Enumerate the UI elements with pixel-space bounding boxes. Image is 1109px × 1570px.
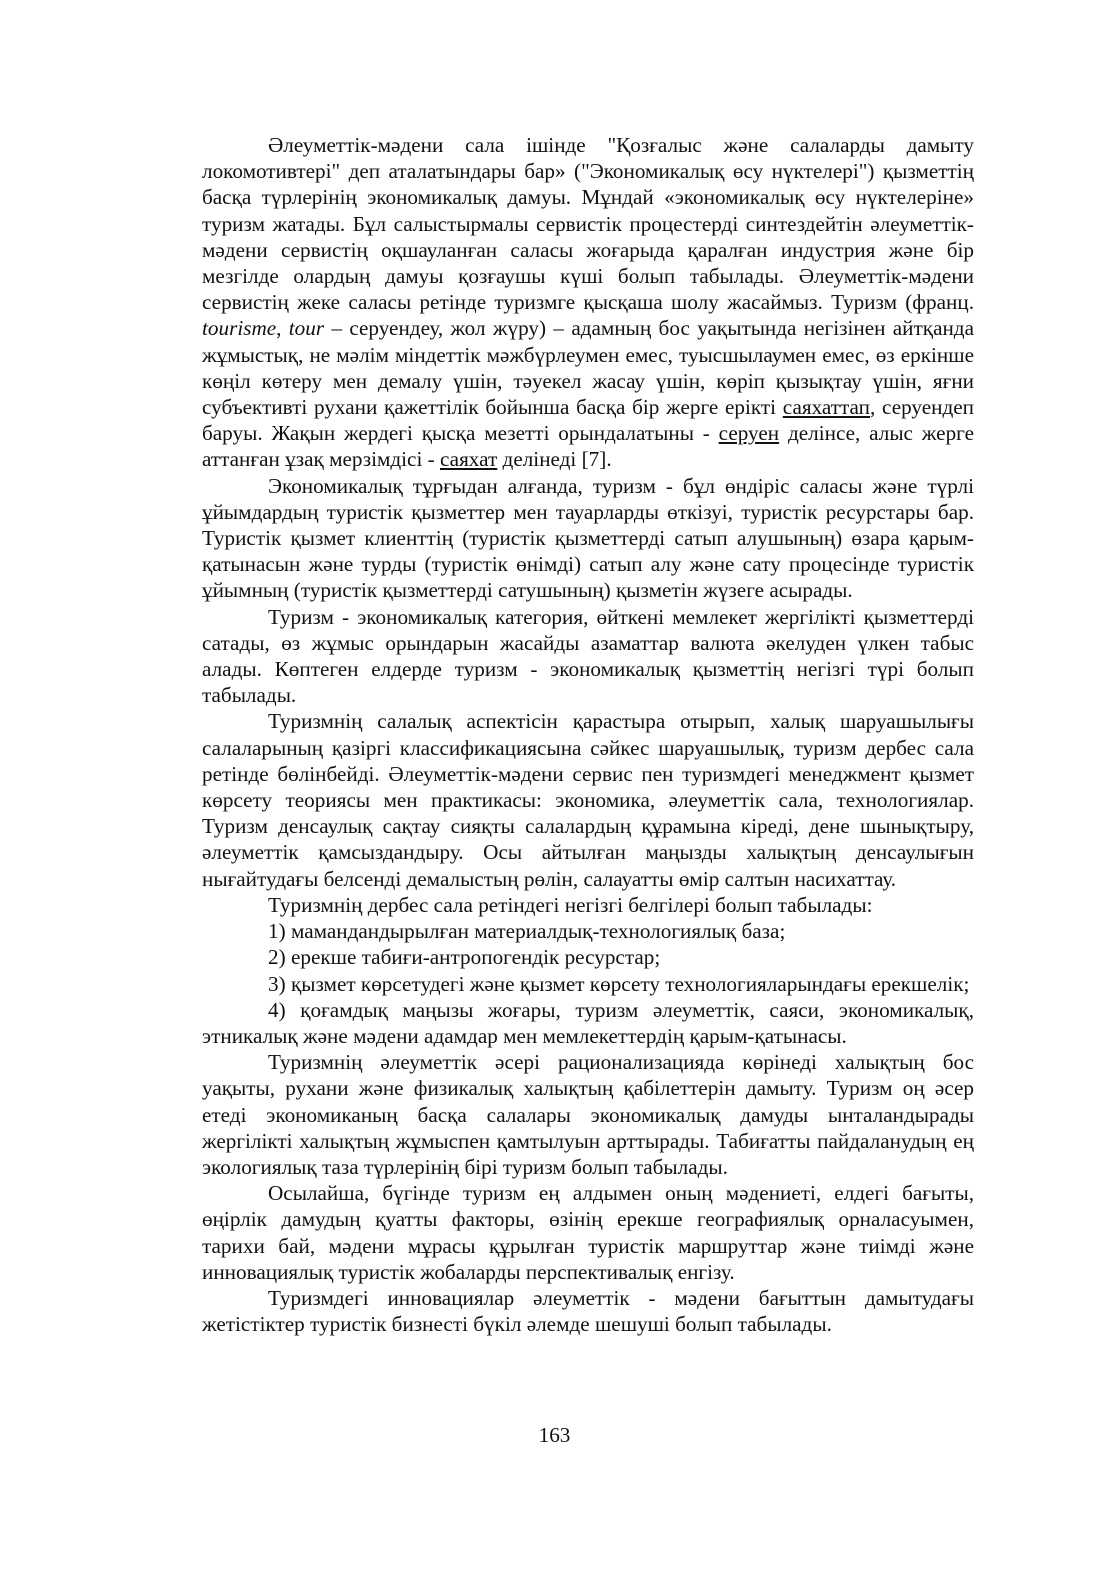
- paragraph-conclusion: Осылайша, бүгінде туризм ең алдымен оның мәдениеті, елдегі бағыты, өңірлік дамудың қуатты факторы, өзінің ерекше географиялық орналасуымен, тарихи бай, мәдени мұрасы құрылған туристік маршруттар және тиімді және инновациялық туристік жобаларды перспективалық енгізу.: [202, 1181, 974, 1284]
- italic-term-tourisme: tourisme: [202, 316, 277, 341]
- list-item-4: 4) қоғамдық маңызы жоғары, туризм әлеуметтік, саяси, экономикалық, этникалық және мәдени адамдар мен мемлекеттердің қарым-қатынасы.: [202, 997, 974, 1048]
- text-run: , серуендеп баруы. Жақын жердегі қысқа мезетті орындалатыны -: [202, 395, 974, 446]
- text-run: делінсе, алыс жерге аттанған ұзақ мерзімдісі -: [202, 421, 974, 472]
- text-run: ,: [276, 316, 289, 341]
- list-item-1: 1) мамандандырылған материалдық-технологиялық база;: [268, 919, 786, 944]
- paragraph-innovations: Туризмдегі инновациялар әлеуметтік - мәдени бағыттын дамытудағы жетістіктер туристік бизнесті бүкіл әлемде шешуші болып табылады.: [202, 1285, 974, 1337]
- text-run: Әлеуметтік-мәдени сала ішінде "Қозғалыс және салаларды дамыту локомотивтері" деп аталатындары бар» ("Экономикалық өсу нүктелері") қызметтің басқа түрлерінің экономикалық дамуы. Мұндай «экономикалық өсу нүктелеріне» туризм жатады. Бұл салыстырмалы сервистік процестерді синтездейтін әлеуметтік-мәдени сервистің оқшауланған саласы жоғарыда қаралған индустрия және бір мезгілде олардың дамуы қозғаушы күші болып табылады. Әлеуметтік-мәдени сервистің жеке саласы ретінде туризмге қысқаша шолу жасаймыз. Туризм (франц.: [202, 133, 974, 315]
- document-body: [202, 132, 974, 1337]
- link-seruen[interactable]: серуен: [718, 421, 780, 446]
- list-item-2: 2) ерекше табиғи-антропогендік ресурстар;: [268, 945, 661, 970]
- page-number: 163: [538, 1423, 571, 1447]
- italic-term-tour: tour: [288, 316, 325, 341]
- paragraph-economic-view: Экономикалық тұрғыдан алғанда, туризм - бұл өндіріс саласы және түрлі ұйымдардың туристік қызметтер мен тауарларды өткізуі, туристік ресурстары бар. Туристік қызмет клиенттің (туристік қызметтерді сатып алушының) өзара қарым-қатынасын және турды (туристік өнімді) сатып алу және сату процесінде туристік ұйымның (туристік қызметтерді сатушының) қызметін жүзеге асырады.: [202, 473, 974, 603]
- paragraph-economic-category: Туризм - экономикалық категория, өйткені мемлекет жергілікті қызметтерді сатады, өз жұмыс орындарын жасайды азаматтар валюта әкелуден үлкен табыс алады. Көптеген елдерде туризм - экономикалық қызметтің негізгі түрі болып табылады.: [202, 604, 974, 708]
- paragraph-social-effect: Туризмнің әлеуметтік әсері рационализацияда көрінеді халықтың бос уақыты, рухани және физикалық халықтың қабілеттерін дамыту. Туризм оң әсер етеді экономиканың басқа салалары экономикалық дамуды ынталандырады жергілікті халықтың жұмыспен қамтылуын арттырады. Табиғатты пайдаланудың ең экологиялық таза түрлерінің бірі туризм болып табылады.: [202, 1050, 974, 1179]
- paragraph-tourism-definition: [202, 132, 974, 473]
- text-run: – серуендеу, жол жүру) – адамның бос уақытында негізінен айтқанда жұмыстық, не мәлім міндеттік мәжбүрлеумен емес, туысшылаумен емес, өз еркінше көңіл көтеру мен демалу үшін, тәуекел жасау үшін, көріп қызықтау үшін, яғни субъективті рухани қажеттілік бойынша басқа бір жерге ерікті: [202, 316, 974, 420]
- link-sayakhat[interactable]: саяхат: [440, 447, 498, 472]
- paragraph-sector-aspect: Туризмнің салалық аспектісін қарастыра отырып, халық шаруашылығы салаларының қазіргі классификациясына сәйкес шаруашылық, туризм дербес сала ретінде бөлінбейді. Әлеуметтік-мәдени сервис пен туризмдегі менеджмент қызмет көрсету теориясы мен практикасы: экономика, әлеуметтік сала, технологиялар. Туризм денсаулық сақтау сияқты салалардың құрамына кіреді, дене шынықтыру, әлеуметтік қамсыздандыру. Осы айтылған маңызды халықтың денсаулығын нығайтудағы белсенді демалыстың рөлін, салауатты өмір салтын насихаттау.: [202, 709, 974, 891]
- list-item-3: 3) қызмет көрсетудегі және қызмет көрсету технологияларындағы ерекшелік;: [268, 971, 970, 996]
- paragraph-features-intro: Туризмнің дербес сала ретіндегі негізгі белгілері болып табылады:: [268, 892, 873, 917]
- text-run: делінеді [7].: [497, 447, 612, 472]
- link-sayakhattap[interactable]: саяхаттап: [782, 395, 871, 420]
